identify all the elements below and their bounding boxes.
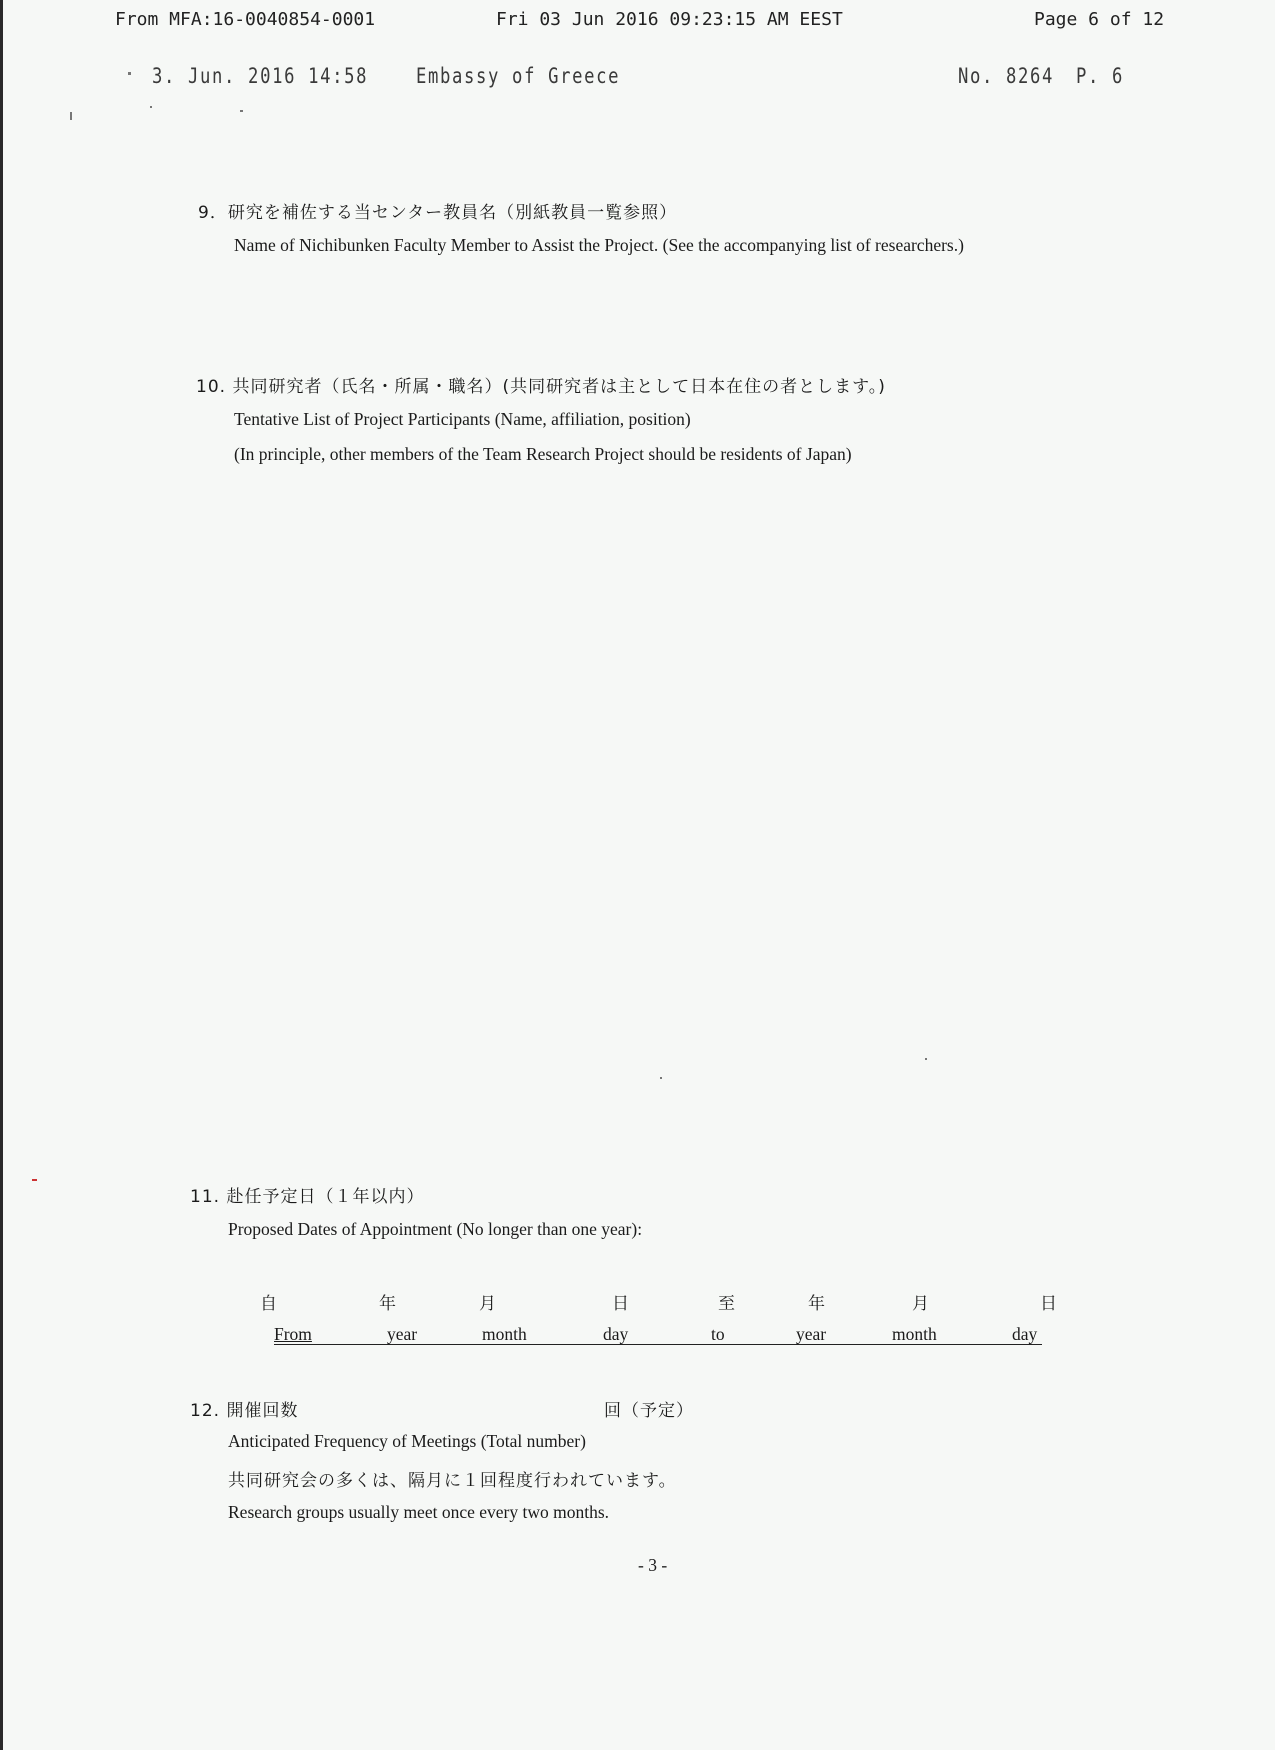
- scan-speck: [660, 1077, 662, 1079]
- date-to-jp: 至: [718, 1294, 735, 1314]
- date-from-en: From: [274, 1324, 312, 1344]
- date-month2-jp: 月: [912, 1294, 929, 1314]
- date-month-en: month: [482, 1324, 527, 1344]
- fax-from: From MFA:16-0040854-0001: [115, 9, 376, 30]
- section10-title-jp: 10. 共同研究者（氏名・所属・職名）(共同研究者は主として日本在住の者とします。): [196, 377, 886, 397]
- section12-title-jp: 12. 開催回数: [190, 1401, 299, 1421]
- fax-page: P. 6: [1076, 64, 1125, 88]
- scan-speck: [240, 110, 243, 112]
- date-to-en: to: [711, 1324, 725, 1344]
- date-day-en: day: [603, 1324, 629, 1344]
- date-from-jp: 自: [260, 1294, 277, 1314]
- page-number: - 3 -: [638, 1555, 668, 1575]
- date-month-jp: 月: [479, 1294, 496, 1314]
- section9-title-en: Name of Nichibunken Faculty Member to Assist the Project. (See the accompanying list of researchers.): [234, 235, 964, 255]
- date-year2-en: year: [796, 1324, 827, 1344]
- section11-title-en: Proposed Dates of Appointment (No longer than one year):: [228, 1219, 643, 1239]
- section12-note-jp: 共同研究会の多くは、隔月に１回程度行われています。: [228, 1471, 677, 1491]
- fax-sender: Embassy of Greece: [416, 64, 621, 88]
- fax-date: 3. Jun. 2016 14:58: [152, 64, 369, 88]
- scan-speck: [70, 112, 72, 120]
- date-day2-en: day: [1012, 1324, 1038, 1344]
- fax-timestamp: Fri 03 Jun 2016 09:23:15 AM EEST: [496, 9, 843, 30]
- section12-note-en: Research groups usually meet once every two months.: [228, 1502, 610, 1522]
- section12-count-label-jp: 回（予定）: [604, 1401, 694, 1421]
- fax-number: No. 8264: [958, 64, 1055, 88]
- section12-title-en: Anticipated Frequency of Meetings (Total number): [228, 1431, 586, 1451]
- page-scan-edge: [0, 0, 3, 1750]
- date-month2-en: month: [892, 1324, 937, 1344]
- scan-mark: [32, 1179, 37, 1181]
- date-day2-jp: 日: [1040, 1294, 1057, 1314]
- scan-speck: [925, 1058, 927, 1060]
- section10-title-en: Tentative List of Project Participants (Name, affiliation, position): [234, 409, 691, 429]
- section11-title-jp: 11. 赴任予定日（１年以内）: [190, 1187, 425, 1207]
- date-day-jp: 日: [612, 1294, 629, 1314]
- scan-speck: [150, 106, 152, 108]
- date-year-en: year: [387, 1324, 418, 1344]
- date-year-jp: 年: [379, 1294, 396, 1314]
- date-year2-jp: 年: [808, 1294, 825, 1314]
- section9-title-jp: 9．研究を補佐する当センター教員名（別紙教員一覧参照）: [198, 203, 678, 223]
- section10-note-en: (In principle, other members of the Team Research Project should be residents of Japan): [234, 444, 852, 464]
- fax-page-count: Page 6 of 12: [1034, 9, 1165, 30]
- scan-speck: [128, 72, 131, 75]
